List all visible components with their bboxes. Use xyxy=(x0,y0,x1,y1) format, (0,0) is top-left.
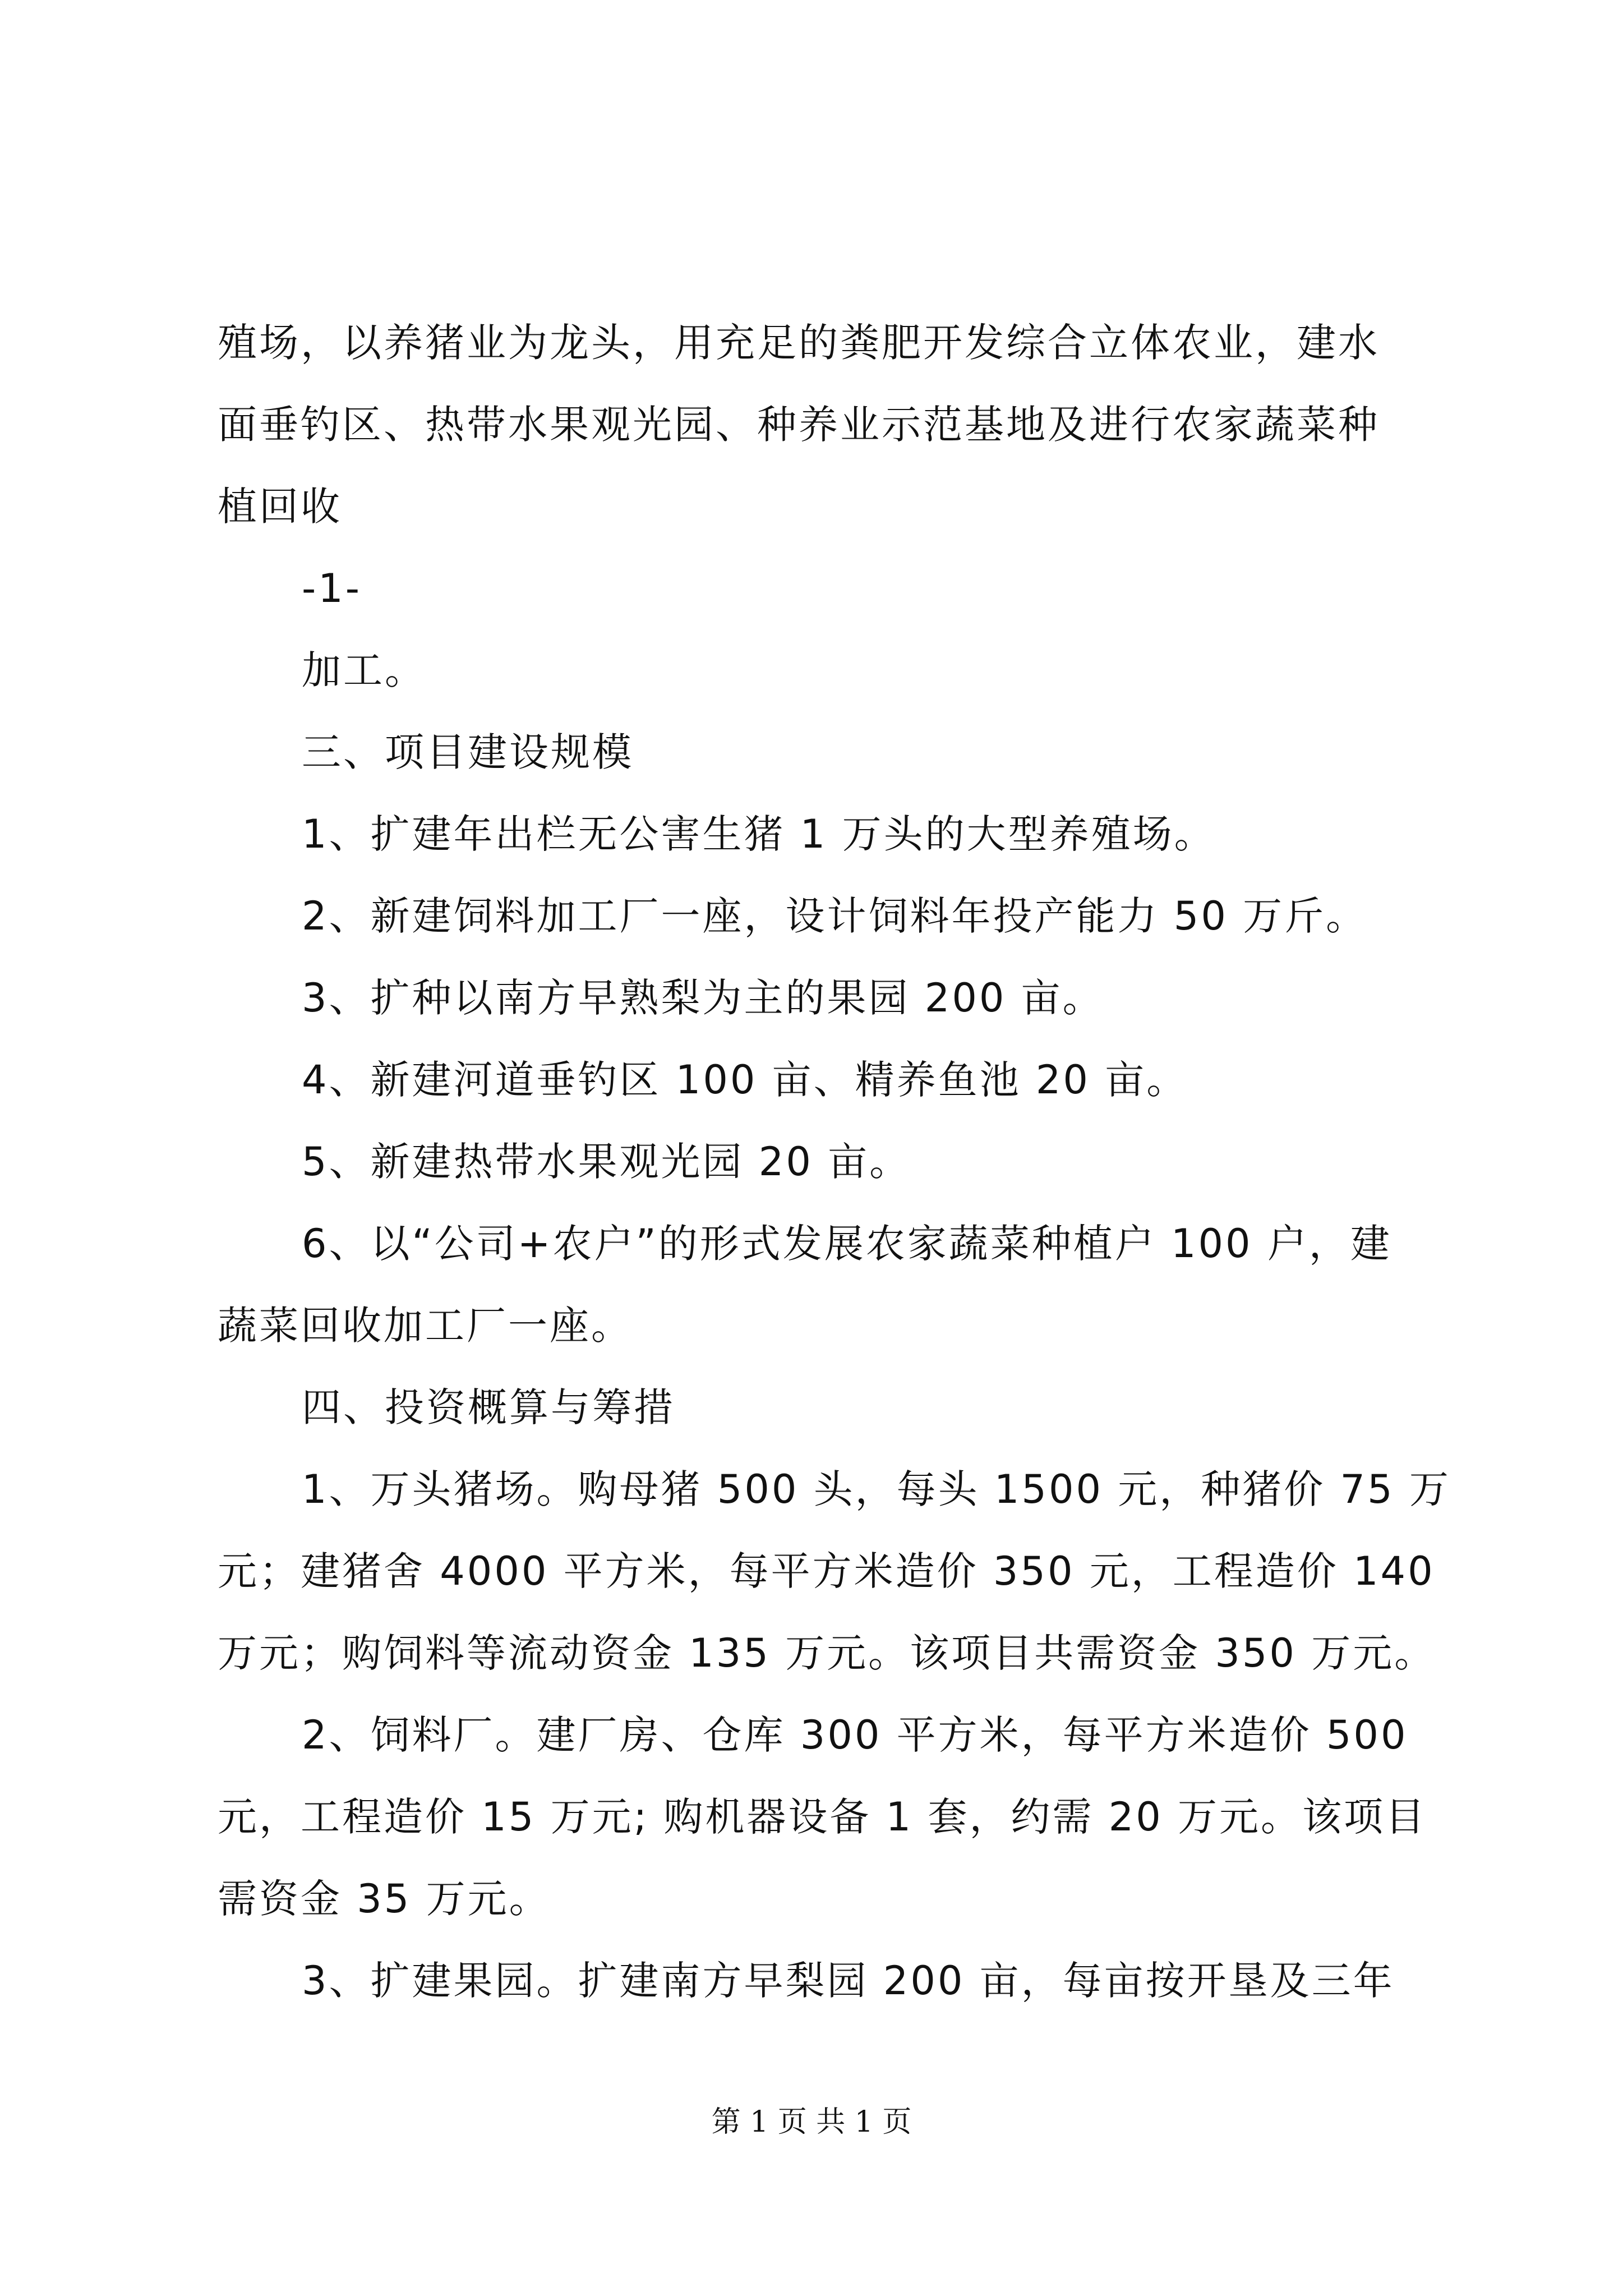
list-item: 5、新建热带水果观光园 20 亩。 xyxy=(302,1139,911,1185)
page-marker: -1- xyxy=(302,565,362,611)
list-item: 4、新建河道垂钓区 100 亩、精养鱼池 20 亩。 xyxy=(302,1057,1188,1103)
list-item: 3、扩建果园。扩建南方早梨园 200 亩，每亩按开垦及三年 xyxy=(302,1958,1395,2004)
list-item: 2、饲料厂。建厂房、仓库 300 平方米，每平方米造价 500 xyxy=(302,1712,1408,1758)
text-line: 万元；购饲料等流动资金 135 万元。该项目共需资金 350 万元。 xyxy=(218,1630,1436,1676)
text-line: 加工。 xyxy=(302,647,426,693)
page-footer: 第 1 页 共 1 页 xyxy=(711,2105,912,2139)
list-item: 1、扩建年出栏无公害生猪 1 万头的大型养殖场。 xyxy=(302,811,1216,857)
list-item: 1、万头猪场。购母猪 500 头，每头 1500 元，种猪价 75 万 xyxy=(302,1466,1451,1512)
text-line: 殖场，以养猪业为龙头，用充足的粪肥开发综合立体农业，建水 xyxy=(218,320,1380,366)
list-item: 6、以“公司+农户”的形式发展农家蔬菜种植户 100 户，建 xyxy=(302,1221,1392,1267)
text-line: 需资金 35 万元。 xyxy=(218,1876,551,1922)
text-line: 蔬菜回收加工厂一座。 xyxy=(218,1303,633,1349)
section-heading: 三、项目建设规模 xyxy=(302,729,634,775)
document-body xyxy=(218,302,1451,2022)
list-item: 2、新建饲料加工厂一座，设计饲料年投产能力 50 万斤。 xyxy=(302,893,1368,939)
text-line: 面垂钓区、热带水果观光园、种养业示范基地及进行农家蔬菜种 xyxy=(218,402,1380,448)
text-line: 元，工程造价 15 万元; 购机器设备 1 套，约需 20 万元。该项目 xyxy=(218,1794,1427,1840)
section-heading: 四、投资概算与筹措 xyxy=(302,1384,675,1430)
text-line: 元；建猪舍 4000 平方米，每平方米造价 350 元，工程造价 140 xyxy=(218,1548,1435,1594)
text-line: 植回收 xyxy=(218,484,342,530)
list-item: 3、扩种以南方早熟梨为主的果园 200 亩。 xyxy=(302,975,1104,1021)
